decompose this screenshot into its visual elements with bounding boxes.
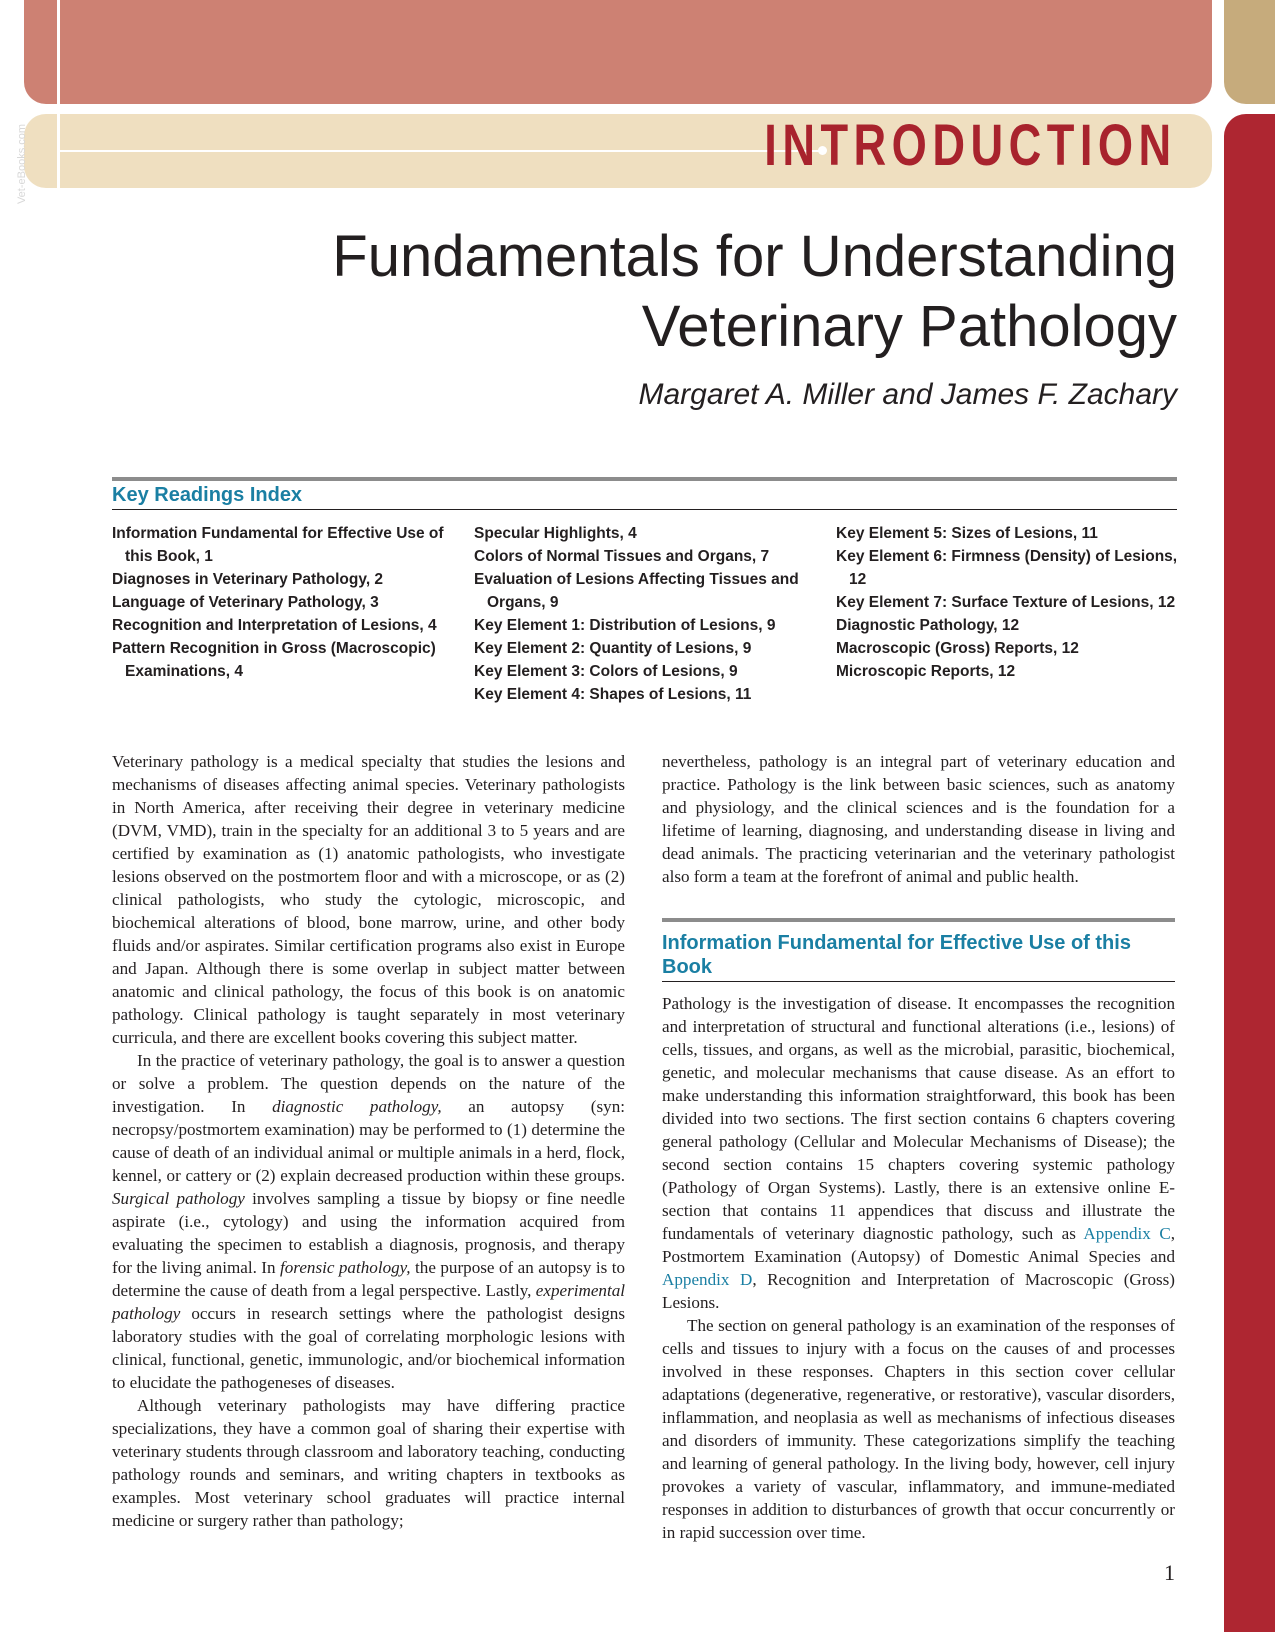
body-paragraph: The section on general pathology is an examination of the responses of cells and tissues to injury with a focus on the causes of and processes involved in these responses. Chapters in this section cover cellular adaptations (degenerative, regenerative, or restorative), vascular disorders, inflammation, and neoplasia as well as mechanisms of infectious diseases and disorders of immunity. These categorizations simplify the teaching and learning of general pathology. In the living body, however, cell injury provokes a variety of vascular, inflammatory, and immune-mediated responses in addition to disturbances of growth that occur concurrently or in rapid succession over time. (662, 1316, 1175, 1542)
header-corner-tab (1224, 0, 1275, 104)
page-number: 1 (1164, 1560, 1175, 1585)
key-readings-top-rule (112, 477, 1177, 481)
chapter-label: INTRODUCTION (764, 113, 1177, 178)
body-paragraph: Veterinary pathology is a medical specialty that studies the lesions and mechanisms of diseases affecting animal species. Veterinary pathologists in North America, after receiving their degree in veterinary medicine (DVM, VMD), train in the specialty for an additional 3 to 5 years and are certified by examination as (1) anatomic pathologists, who investigate lesions observed on the postmortem floor and with a microscope, or as (2) clinical pathologists, who study the cytologic, microscopic, and biochemical alterations of blood, bone marrow, urine, and other body fluids and/or aspirates. Similar certification programs also exist in Europe and Japan. Although there is some overlap in subject matter between anatomic and clinical pathology, the focus of this book is on anatomic pathology. Clinical pathology is taught separately in most veterinary curricula, and there are excellent books covering this subject matter. (112, 752, 625, 1047)
authors: Margaret A. Miller and James F. Zachary (638, 378, 1177, 411)
key-readings-title: Key Readings Index (112, 484, 303, 506)
key-reading-item[interactable]: Specular Highlights, 4 (474, 525, 637, 542)
key-reading-item[interactable]: Recognition and Interpretation of Lesions, 4 (112, 617, 437, 634)
key-reading-item[interactable]: Key Element 4: Shapes of Lesions, 11 (474, 686, 752, 703)
chapter-title (332, 222, 1177, 362)
key-reading-item[interactable]: Language of Veterinary Pathology, 3 (112, 594, 379, 611)
watermark: Vet-eBooks.com (16, 123, 28, 205)
appendix-c-link[interactable]: Appendix C (1083, 1224, 1171, 1243)
header-vertical-rule (57, 0, 60, 190)
key-reading-item[interactable]: Key Element 2: Quantity of Lesions, 9 (474, 640, 752, 657)
body-left-column (112, 750, 625, 1532)
chapter-title-line-2: Veterinary Pathology (641, 294, 1177, 359)
side-color-bar (1224, 114, 1275, 1632)
key-reading-item[interactable]: Key Element 6: Firmness (Density) of Lesions, 12 (836, 548, 1178, 588)
section-bottom-rule (662, 981, 1175, 982)
body-paragraph: Pathology is the investigation of disease. It encompasses the recognition and interpretation of structural and functional alterations (i.e., lesions) of cells, tissues, and organs, as well as the microbial, parasitic, biochemical, genetic, and molecular mechanisms that cause disease. As an effort to make understanding this information straightforward, this book has been divided into two sections. The first section contains 6 chapters covering general pathology (Cellular and Molecular Mechanisms of Disease); the second section contains 15 chapters covering systemic pathology (Pathology of Organ Systems). Lastly, there is an extensive online E-section that contains 11 appendices that discuss and illustrate the fundamentals of veterinary diagnostic pathology, such as Appendix C, Postmortem Examination (Autopsy) of Domestic Animal Species and Appendix D, Recognition and Interpretation of Macroscopic (Gross) Lesions. (662, 994, 1176, 1312)
key-reading-item[interactable]: Key Element 5: Sizes of Lesions, 11 (836, 525, 1098, 542)
body-right-column (662, 750, 1175, 1544)
key-reading-item[interactable]: Key Element 1: Distribution of Lesions, 9 (474, 617, 776, 634)
section-heading: Information Fundamental for Effective Use of this Book (662, 932, 1131, 978)
key-reading-item[interactable]: Diagnostic Pathology, 12 (836, 617, 1020, 634)
key-reading-item[interactable]: Macroscopic (Gross) Reports, 12 (836, 640, 1079, 657)
body-paragraph: nevertheless, pathology is an integral part of veterinary education and practice. Pathology is the link between basic sciences, such as anatomy and physiology, and the clinical sciences and is the foundation for a lifetime of learning, diagnosing, and understanding disease in living and dead animals. The practicing veterinarian and the veterinary pathologist also form a team at the forefront of animal and public health. (662, 752, 1175, 886)
body-paragraph: In the practice of veterinary pathology, the goal is to answer a question or solve a problem. The question depends on the nature of the investigation. In diagnostic pathology, an autopsy (syn: necropsy/postmortem examination) may be performed to (1) determine the cause of death of an individual animal or multiple animals in a herd, flock, kennel, or cattery or (2) explain decreased production within these groups. Surgical pathology involves sampling a tissue by biopsy or fine needle aspirate (i.e., cytology) and using the information acquired from evaluating the specimen to establish a diagnosis, prognosis, and therapy for the living animal. In forensic pathology, the purpose of an autopsy is to determine the cause of death from a legal perspective. Lastly, experimental pathology occurs in research settings where the pathologist designs laboratory studies with the goal of correlating morphologic lesions with clinical, functional, genetic, immunologic, and/or biochemical information to elucidate the pathogeneses of diseases. (112, 1051, 626, 1392)
key-readings-column-2 (474, 522, 824, 706)
key-reading-item[interactable]: Key Element 3: Colors of Lesions, 9 (474, 663, 738, 680)
key-readings-column-3 (836, 522, 1186, 683)
chapter-title-line-1: Fundamentals for Understanding (332, 224, 1177, 289)
key-reading-item[interactable]: Key Element 7: Surface Texture of Lesions, 12 (836, 594, 1176, 611)
key-reading-item[interactable]: Colors of Normal Tissues and Organs, 7 (474, 548, 770, 565)
key-reading-item[interactable]: Microscopic Reports, 12 (836, 663, 1016, 680)
key-reading-item[interactable]: Evaluation of Lesions Affecting Tissues and Organs, 9 (474, 571, 799, 611)
header-top-band (24, 0, 1212, 104)
key-reading-item[interactable]: Diagnoses in Veterinary Pathology, 2 (112, 571, 384, 588)
key-reading-item[interactable]: Pattern Recognition in Gross (Macroscopic) Examinations, 4 (112, 640, 436, 680)
header-label-line (60, 150, 822, 152)
key-readings-bottom-rule (112, 509, 1177, 510)
key-reading-item[interactable]: Information Fundamental for Effective Use of this Book, 1 (112, 525, 444, 565)
key-readings-column-1 (112, 522, 462, 683)
appendix-d-link[interactable]: Appendix D (662, 1270, 753, 1289)
section-top-rule (662, 918, 1175, 922)
body-paragraph: Although veterinary pathologists may have differing practice specializations, they have a common goal of sharing their expertise with veterinary students through classroom and laboratory teaching, conducting pathology rounds and seminars, and writing chapters in textbooks as examples. Most veterinary school graduates will practice internal medicine or surgery rather than pathology; (112, 1396, 625, 1530)
